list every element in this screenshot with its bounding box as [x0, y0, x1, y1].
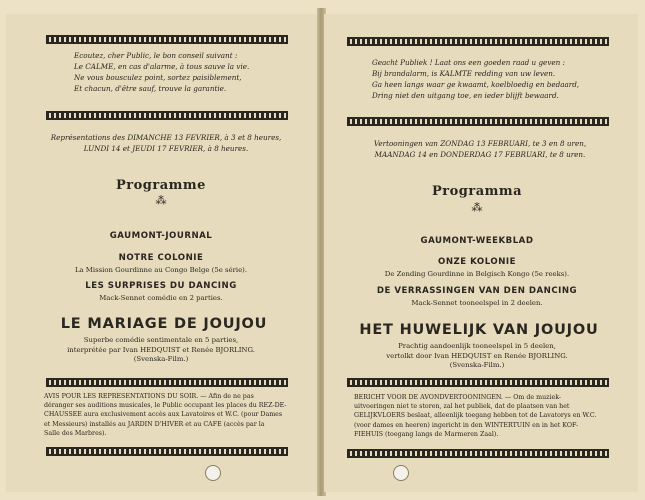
- notice-line: Bij brandalarm, is KALMTE redding van uw leven.: [372, 69, 556, 78]
- footer-line: uitvoeringen niet te storen, zal het publiek, dat de plaatsen van het: [354, 403, 570, 411]
- dates-line: LUNDI 14 et JEUDI 17 FEVRIER, à 8 heures.: [83, 144, 249, 153]
- dates-line: MAANDAG 14 en DONDERDAG 17 FEBRUARI, te 8 uren.: [374, 150, 586, 159]
- footer-line: FIEHUIS (toegang langs de Marmeren Zaal).: [354, 430, 499, 438]
- screening-dates-nl: [330, 138, 630, 160]
- right-page: [324, 14, 638, 492]
- divider-rule: [347, 117, 609, 126]
- notice-line: Ga heen langs waar ge kwaamt, koelbloedig en bedaard,: [372, 80, 580, 89]
- program-item-title: NOTRE COLONIE: [118, 253, 204, 263]
- evening-notice-fr: [44, 392, 296, 438]
- program-item-subtitle: Mack-Sennet comédie en 2 parties.: [99, 294, 223, 302]
- divider-rule: [347, 378, 609, 387]
- notice-line: Dring niet den uitgang toe, en ieder blijft bewaard.: [372, 91, 559, 100]
- screening-dates-fr: [16, 132, 316, 154]
- safety-notice-fr: [74, 50, 304, 94]
- footer-line: GELIJKVLOERS beslaat, alleenlijk toegang hebben tot de Lavatorys en W.C.: [354, 412, 597, 420]
- divider-rule: [46, 378, 288, 387]
- programme-heading: Programme: [116, 178, 206, 193]
- program-item-title: ONZE KOLONIE: [438, 257, 516, 267]
- feature-film-title: HET HUWELIJK VAN JOUJOU: [359, 322, 599, 338]
- feature-film-title: LE MARIAGE DE JOUJOU: [60, 316, 268, 332]
- punch-hole-icon: [205, 465, 221, 481]
- notice-line: Et chacun, d'être sauf, trouve la garantie.: [74, 84, 227, 93]
- program-item-title: GAUMONT-JOURNAL: [109, 231, 213, 241]
- feature-line: (Svenska-Film.): [449, 361, 505, 369]
- notice-line: Ne vous bousculez point, sortez paisiblement,: [74, 73, 242, 82]
- dates-line: Vertooningen van ZONDAG 13 FEBRUARI, te 3 en 8 uren,: [373, 139, 587, 148]
- top-border-rule: [46, 35, 288, 44]
- feature-line: Prachtig aandoenlijk tooneelspel in 5 deelen,: [398, 342, 556, 350]
- program-item-subtitle: Mack-Sennet tooneelspel in 2 deelen.: [411, 299, 543, 307]
- feature-description: [324, 342, 630, 371]
- safety-notice-nl: [372, 57, 622, 101]
- notice-line: Geacht Publiek ! Laat ons een goeden raad u geven :: [372, 58, 565, 67]
- footer-line: (voor dames en heeren) ingericht in den WINTERTUIN en in het KOF-: [354, 421, 579, 429]
- notice-line: Le CALME, en cas d'alarme, à tous sauve la vie.: [74, 62, 250, 71]
- top-border-rule: [347, 37, 609, 46]
- footer-line: Salle des Marbres).: [44, 429, 107, 437]
- footer-line: et Messieurs) installés au JARDIN D'HIVER et au CAFE (accès par la: [44, 420, 265, 428]
- footer-line: CHAUSSEE aura exclusivement accès aux Lavatoires et W.C. (pour Dames: [44, 411, 283, 419]
- program-item-subtitle: De Zending Gourdinne in Belgisch Kongo (5e reeks).: [384, 270, 570, 278]
- divider-rule: [46, 111, 288, 120]
- footer-line: déranger ses auditions musicales, le Public occupant les places du REZ-DE-: [44, 402, 287, 410]
- program-item-title: LES SURPRISES DU DANCING: [85, 281, 237, 291]
- feature-line: (Svenska-Film.): [133, 355, 189, 363]
- dates-line: Représentations des DIMANCHE 13 FEVRIER, à 3 et 8 heures,: [50, 133, 282, 142]
- program-item-subtitle: La Mission Gourdinne au Congo Belge (5e série).: [74, 266, 248, 274]
- feature-line: vertolkt door Ivan HEDQUIST en Renée BJORLING.: [386, 351, 568, 360]
- bottom-border-rule: [347, 449, 609, 458]
- punch-hole-icon: [393, 465, 409, 481]
- programma-heading: Programma: [431, 184, 523, 199]
- ornament-icon: ⁂: [471, 201, 483, 214]
- footer-line: BERICHT VOOR DE AVONDVERTOONINGEN. — Om de muziek-: [354, 394, 562, 401]
- left-page: [6, 14, 318, 492]
- feature-line: Superbe comédie sentimentale en 5 parties,: [83, 336, 239, 344]
- feature-line: interprétée par Ivan HEDQUIST et Renée BJORLING.: [67, 345, 255, 354]
- evening-notice-nl: [354, 393, 616, 439]
- program-item-title: GAUMONT-WEEKBLAD: [420, 236, 534, 246]
- bottom-border-rule: [46, 447, 288, 456]
- feature-description: [6, 336, 316, 365]
- notice-line: Ecoutez, cher Public, le bon conseil suivant :: [74, 51, 238, 60]
- footer-line: AVIS POUR LES REPRESENTATIONS DU SOIR. — Afin de ne pas: [44, 393, 254, 400]
- program-item-title: DE VERRASSINGEN VAN DEN DANCING: [376, 286, 578, 296]
- ornament-icon: ⁂: [155, 194, 167, 207]
